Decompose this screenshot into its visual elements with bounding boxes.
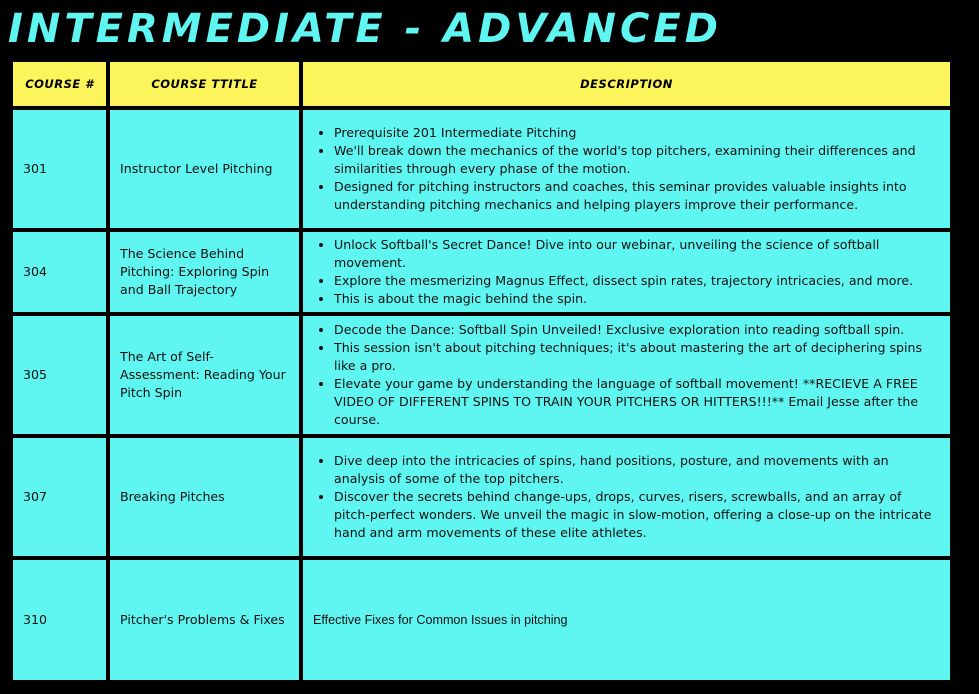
description-item: • Dive deep into the intricacies of spins, hand positions, posture, and movements with an analysis of some of the top pitchers. <box>334 452 940 488</box>
course-title: The Science Behind Pitching: Exploring Spin and Ball Trajectory <box>110 232 299 312</box>
description-item: • This is about the magic behind the spin. <box>334 290 940 308</box>
header-course-number: COURSE # <box>13 62 106 106</box>
description-item: • Prerequisite 201 Intermediate Pitching <box>334 124 940 142</box>
course-number: 310 <box>13 560 106 680</box>
table-row <box>13 232 950 312</box>
course-number: 304 <box>13 232 106 312</box>
table-row <box>13 560 950 680</box>
course-number: 307 <box>13 438 106 556</box>
table-header <box>13 62 950 106</box>
course-title: Pitcher's Problems & Fixes <box>110 560 299 680</box>
course-description <box>303 110 950 228</box>
table-row <box>13 316 950 434</box>
header-row <box>13 62 950 106</box>
table-row <box>13 438 950 556</box>
description-item: • Elevate your game by understanding the language of softball movement! **RECIEVE A FREE VIDEO OF DIFFERENT SPINS TO TRAIN YOUR PITCHERS OR HITTERS!!!** Email Jesse after the course. <box>334 375 940 429</box>
description-item: • This session isn't about pitching techniques; it's about mastering the art of deciphering spins like a pro. <box>334 339 940 375</box>
description-item: • Unlock Softball's Secret Dance! Dive into our webinar, unveiling the science of softball movement. <box>334 236 940 272</box>
description-item: • Discover the secrets behind change-ups, drops, curves, risers, screwballs, and an array of pitch-perfect wonders. We unveil the magic in slow-motion, offering a close-up on the intricate hand and arm movements of these elite athletes. <box>334 488 940 542</box>
course-description <box>303 232 950 312</box>
description-list <box>313 124 940 214</box>
description-item: • Designed for pitching instructors and coaches, this seminar provides valuable insights into understanding pitching mechanics and helping players improve their performance. <box>334 178 940 214</box>
table-row <box>13 110 950 228</box>
course-number: 305 <box>13 316 106 434</box>
course-title: The Art of Self-Assessment: Reading Your Pitch Spin <box>110 316 299 434</box>
course-description <box>303 438 950 556</box>
description-item: • Decode the Dance: Softball Spin Unveiled! Exclusive exploration into reading softball spin. <box>334 321 940 339</box>
page-title: INTERMEDIATE - ADVANCED <box>8 6 722 52</box>
course-table <box>9 58 954 684</box>
course-number: 301 <box>13 110 106 228</box>
course-description <box>303 316 950 434</box>
course-description: Effective Fixes for Common Issues in pitching <box>303 560 950 680</box>
description-list <box>313 321 940 429</box>
course-title: Breaking Pitches <box>110 438 299 556</box>
course-title: Instructor Level Pitching <box>110 110 299 228</box>
description-list <box>313 236 940 308</box>
description-item: • Explore the mesmerizing Magnus Effect, dissect spin rates, trajectory intricacies, and more. <box>334 272 940 290</box>
table-body <box>13 110 950 680</box>
description-list <box>313 452 940 542</box>
description-item: • We'll break down the mechanics of the world's top pitchers, examining their differences and similarities through every phase of the motion. <box>334 142 940 178</box>
header-course-title: COURSE TTITLE <box>110 62 299 106</box>
header-description: DESCRIPTION <box>303 62 950 106</box>
